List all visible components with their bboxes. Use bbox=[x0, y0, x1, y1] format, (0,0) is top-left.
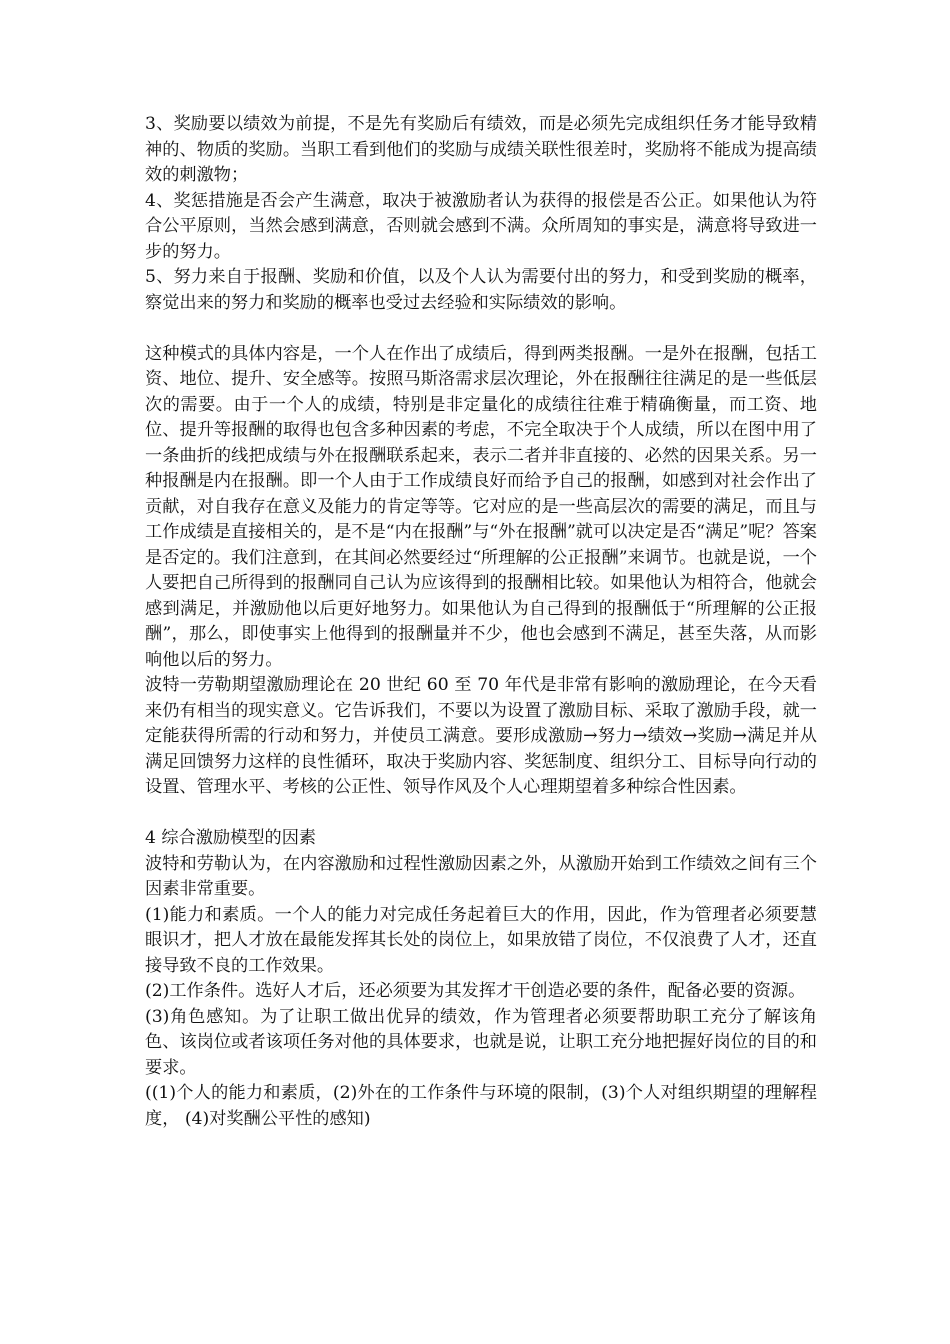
paragraph-ability: (1)能力和素质。一个人的能力对完成任务起着巨大的作用，因此，作为管理者必须要慧眼识才，把人才放在最能发挥其长处的岗位上，如果放错了岗位，不仅浪费了人才，还直接导致不良的工作效果。 bbox=[145, 904, 817, 976]
paragraph-gap bbox=[145, 801, 817, 827]
document-page bbox=[145, 112, 817, 1132]
paragraph-work-conditions: (2)工作条件。选好人才后，还必须要为其发挥才干创造必要的条件，配备必要的资源。 bbox=[145, 981, 806, 1001]
paragraph-summary: ((1)个人的能力和素质，(2)外在的工作条件与环境的限制，(3)个人对组织期望的理解程度， (4)对奖酬公平性的感知) bbox=[145, 1083, 817, 1129]
paragraph-reward-fairness: 4、奖惩措施是否会产生满意，取决于被激励者认为获得的报偿是否公正。如果他认为符合公平原则，当然会感到满意，否则就会感到不满。众所周知的事实是，满意将导致进一步的努力。 bbox=[145, 190, 817, 262]
paragraph-porter-lawler-theory: 波特一劳勒期望激励理论在 20 世纪 60 至 70 年代是非常有影响的激励理论，在今天看来仍有相当的现实意义。它告诉我们，不要以为设置了激励目标、采取了激励手段，就一定能获得所需的行动和努力，并使员工满意。要形成激励→努力→绩效→奖励→满足并从满足回馈努力这样的良性循环，取决于奖励内容、奖惩制度、组织分工、目标导向行动的设置、管理水平、考核的公正性、领导作风及个人心理期望着多种综合性因素。 bbox=[145, 675, 817, 797]
section-heading: 4 综合激励模型的因素 bbox=[145, 828, 317, 848]
paragraph-three-factors-intro: 波特和劳勒认为，在内容激励和过程性激励因素之外，从激励开始到工作绩效之间有三个因素非常重要。 bbox=[145, 853, 817, 899]
paragraph-reward-premise: 3、奖励要以绩效为前提，不是先有奖励后有绩效，而是必须先完成组织任务才能导致精神的、物质的奖励。当职工看到他们的奖励与成绩关联性很差时，奖励将不能成为提高绩效的刺激物； bbox=[145, 114, 817, 185]
paragraph-gap bbox=[145, 316, 817, 342]
paragraph-effort-source: 5、努力来自于报酬、奖励和价值，以及个人认为需要付出的努力，和受到奖励的概率，察觉出来的努力和奖励的概率也受过去经验和实际绩效的影响。 bbox=[145, 267, 817, 313]
paragraph-model-content: 这种模式的具体内容是，一个人在作出了成绩后，得到两类报酬。一是外在报酬，包括工资、地位、提升、安全感等。按照马斯洛需求层次理论，外在报酬往往满足的是一些低层次的需要。由于一个人的成绩，特别是非定量化的成绩往往难于精确衡量，而工资、地位、提升等报酬的取得也包含多种因素的考虑，不完全取决于个人成绩，所以在图中用了一条曲折的线把成绩与外在报酬联系起来，表示二者并非直接的、必然的因果关系。另一种报酬是内在报酬。即一个人由于工作成绩良好而给予自己的报酬，如感到对社会作出了贡献，对自我存在意义及能力的肯定等等。它对应的是一些高层次的需要的满足，而且与工作成绩是直接相关的，是不是“内在报酬”与“外在报酬”就可以决定是否“满足”呢？答案是否定的。我们注意到，在其间必然要经过“所理解的公正报酬”来调节。也就是说，一个人要把自己所得到的报酬同自己认为应该得到的报酬相比较。如果他认为相符合，他就会感到满足，并激励他以后更好地努力。如果他认为自己得到的报酬低于“所理解的公正报酬”，那么，即使事实上他得到的报酬量并不少，他也会感到不满足，甚至失落，从而影响他以后的努力。 bbox=[145, 343, 817, 670]
paragraph-role-perception: (3)角色感知。为了让职工做出优异的绩效，作为管理者必须要帮助职工充分了解该角色、该岗位或者该项任务对他的具体要求，也就是说，让职工充分地把握好岗位的目的和要求。 bbox=[145, 1006, 817, 1078]
